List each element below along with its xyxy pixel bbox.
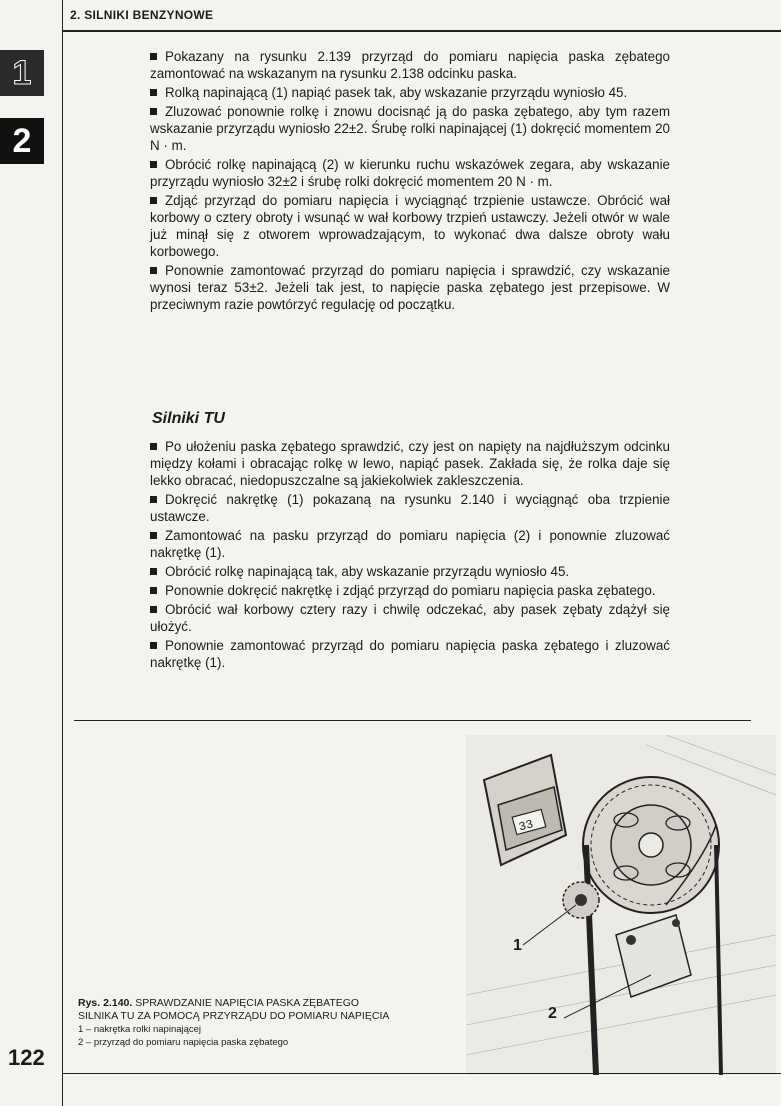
bullet-icon <box>150 587 157 594</box>
bullet-icon <box>150 496 157 503</box>
instruction-paragraph: Pokazany na rysunku 2.139 przyrząd do pomiaru napięcia paska zębatego zamontować na wskazanym na rysunku 2.138 odcinku paska. <box>150 49 670 81</box>
section-title: 2. SILNIKI BENZYNOWE <box>70 8 214 22</box>
bullet-icon <box>150 89 157 96</box>
camshaft-pulley-icon <box>583 777 719 913</box>
bullet-icon <box>150 267 157 274</box>
engine-belt-illustration <box>466 735 776 1075</box>
instruction-paragraph: Ponownie dokręcić nakrętkę i zdjąć przyrząd do pomiaru napięcia paska zębatego. <box>150 582 670 599</box>
footer-rule <box>62 1073 781 1074</box>
caption-label: Rys. 2.140. <box>78 997 133 1009</box>
instruction-paragraph: Obrócić rolkę napinającą tak, aby wskazanie przyrządu wyniosło 45. <box>150 563 670 580</box>
bullet-icon <box>150 161 157 168</box>
instruction-paragraph: Zdjąć przyrząd do pomiaru napięcia i wyciągnąć trzpienie ustawcze. Obrócić wał korbowy o cztery obroty i wsunąć w wał korbowy trzpień ustawczy. Jeżeli otwór w wale już minął się z otworem wprowadzającym, to wykonać dwa dalsze obroty wału korbowego. <box>150 193 670 259</box>
chapter-tab-1: 1 <box>0 50 44 96</box>
instruction-paragraph: Obrócić rolkę napinającą (2) w kierunku ruchu wskazówek zegara, aby wskazanie przyrządu wyniosło 32±2 i śrubę rolki dokręcić momentem 20 N · m. <box>150 157 670 189</box>
bullet-icon <box>150 642 157 649</box>
bullet-icon <box>150 568 157 575</box>
margin-line <box>62 0 63 1106</box>
instruction-paragraph: Zluzować ponownie rolkę i znowu docisnąć ją do paska zębatego, aby tym razem wskazanie przyrządu wyniosło 22±2. Śrubę rolki napinającej (1) dokręcić momentem 20 N · m. <box>150 104 670 153</box>
caption-legend-2: 2 – przyrząd do pomiaru napięcia paska zębatego <box>78 1037 289 1048</box>
svg-text:33: 33 <box>517 817 535 835</box>
instruction-paragraph: Zamontować na pasku przyrząd do pomiaru napięcia (2) i ponownie zluzować nakrętkę (1). <box>150 528 670 560</box>
section-divider <box>74 720 751 721</box>
page-number: 122 <box>8 1045 45 1070</box>
instruction-paragraph: Ponownie zamontować przyrząd do pomiaru napięcia i sprawdzić, czy wskazanie wynosi teraz 53±2. Jeżeli tak jest, to napięcie paska zębatego jest przepisowe. W przeciwnym razie powtórzyć regulację od początku. <box>150 263 670 312</box>
instruction-paragraph: Dokręcić nakrętkę (1) pokazaną na rysunku 2.140 i wyciągnąć oba trzpienie ustawcze. <box>150 492 670 524</box>
subheading-tu: Silniki TU <box>152 410 225 427</box>
bullet-icon <box>150 197 157 204</box>
figure-caption <box>78 997 498 1049</box>
bullet-icon <box>150 606 157 613</box>
instruction-paragraph: Rolką napinającą (1) napiąć pasek tak, aby wskazanie przyrządu wyniosło 45. <box>150 84 670 101</box>
instruction-paragraph: Po ułożeniu paska zębatego sprawdzić, czy jest on napięty na najdłuższym odcinku między kołami i obracając rolkę w lewo, napiąć pasek. Zakłada się, że rolka daje się lekko obracać, niedopuszczalne są jakiekolwiek zakleszczenia. <box>150 439 670 488</box>
instruction-paragraph: Ponownie zamontować przyrząd do pomiaru napięcia paska zębatego i zluzować nakrętkę (1). <box>150 638 670 670</box>
header-rule <box>62 30 781 32</box>
tensioner-roller-icon <box>563 882 599 918</box>
caption-title: Rys. 2.140. SPRAWDZANIE NAPIĘCIA PASKA ZĘBATEGO <box>78 997 360 1009</box>
tu-instructions <box>150 438 670 673</box>
caption-title-line2: SILNIKA TU ZA POMOCĄ PRZYRZĄDU DO POMIARU NAPIĘCIA <box>78 1010 390 1022</box>
chapter-tab-2: 2 <box>0 118 44 164</box>
bullet-icon <box>150 108 157 115</box>
bullet-icon <box>150 443 157 450</box>
bullet-icon <box>150 53 157 60</box>
bullet-icon <box>150 532 157 539</box>
top-instructions <box>150 48 670 315</box>
callout-label-2: 2 <box>548 1005 557 1022</box>
instruction-paragraph: Obrócić wał korbowy cztery razy i chwilę odczekać, aby pasek zębaty zdążył się ułożyć. <box>150 602 670 634</box>
caption-legend-1: 1 – nakrętka rolki napinającej <box>78 1024 202 1035</box>
callout-label-1: 1 <box>513 937 522 954</box>
